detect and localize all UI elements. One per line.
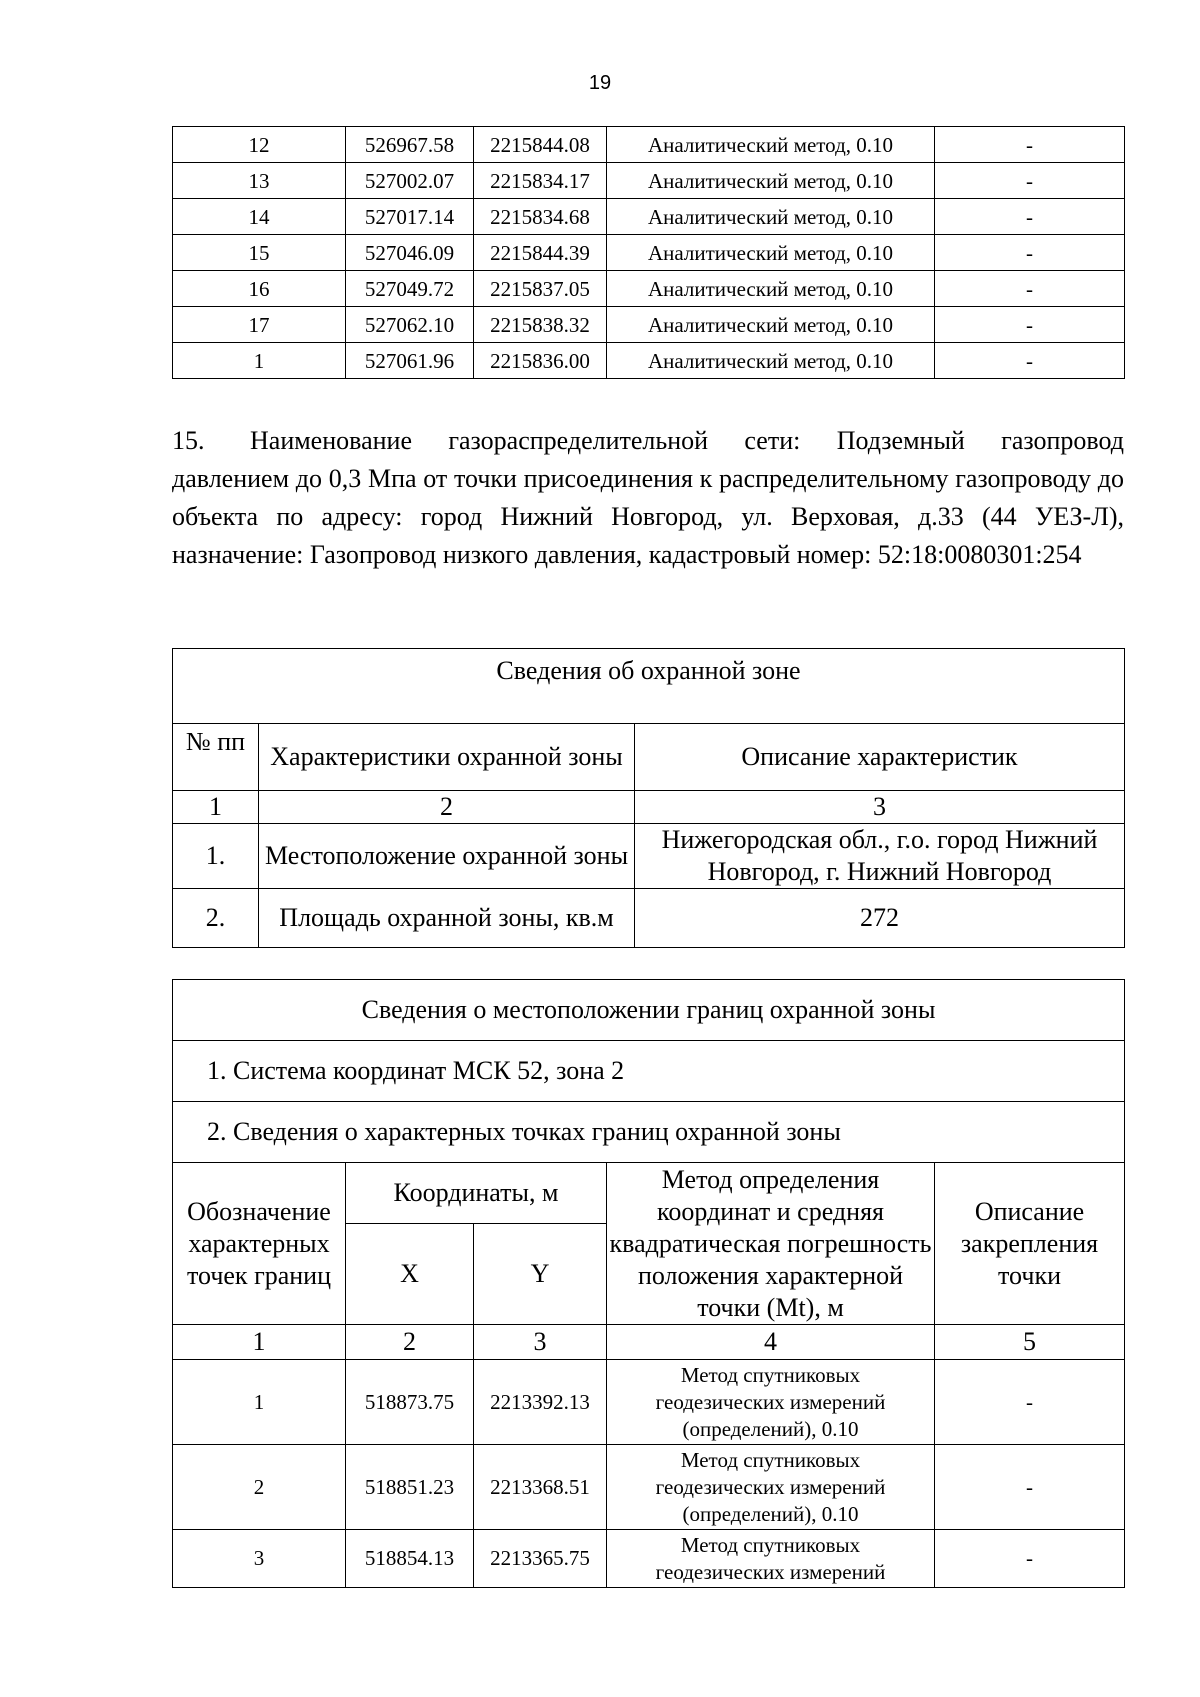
x-coordinate: 526967.58 [346, 127, 474, 163]
index-cell: 5 [935, 1325, 1125, 1360]
method: Метод спутниковых геодезических измерений (определений), 0.10 [607, 1360, 935, 1445]
method: Метод спутниковых геодезических измерений [607, 1530, 935, 1588]
row-number: 2. [173, 889, 259, 948]
x-coordinate: 518873.75 [346, 1360, 474, 1445]
section-paragraph [172, 422, 1124, 574]
method: Аналитический метод, 0.10 [607, 271, 935, 307]
index-cell: 2 [259, 791, 635, 824]
protection-zone-table [172, 648, 1125, 948]
header-description: Описание характеристик [635, 724, 1125, 791]
x-coordinate: 527061.96 [346, 343, 474, 379]
y-coordinate: 2215834.17 [474, 163, 607, 199]
y-coordinate: 2215838.32 [474, 307, 607, 343]
method: Аналитический метод, 0.10 [607, 343, 935, 379]
x-coordinate: 527002.07 [346, 163, 474, 199]
fixing-description: - [935, 271, 1125, 307]
table-header-row [173, 1163, 1125, 1224]
table-row [173, 127, 1125, 163]
table-title: Сведения о местоположении границ охранной зоны [173, 980, 1125, 1041]
fixing-description: - [935, 163, 1125, 199]
fixing-description: - [935, 199, 1125, 235]
y-coordinate: 2215844.08 [474, 127, 607, 163]
coordinate-system: 1. Система координат МСК 52, зона 2 [173, 1041, 1125, 1102]
method: Метод спутниковых геодезических измерений (определений), 0.10 [607, 1445, 935, 1530]
table-row [173, 235, 1125, 271]
point-id: 15 [173, 235, 346, 271]
table-row [173, 1530, 1125, 1588]
table-index-row [173, 1325, 1125, 1360]
fixing-description: - [935, 1530, 1125, 1588]
table-row [173, 271, 1125, 307]
y-coordinate: 2213368.51 [474, 1445, 607, 1530]
point-id: 17 [173, 307, 346, 343]
characteristic: Площадь охранной зоны, кв.м [259, 889, 635, 948]
table-index-row [173, 791, 1125, 824]
header-characteristics: Характеристики охранной зоны [259, 724, 635, 791]
fixing-description: - [935, 343, 1125, 379]
characteristic: Местоположение охранной зоны [259, 824, 635, 889]
table-row [173, 343, 1125, 379]
table-row [173, 824, 1125, 889]
table-header-row [173, 724, 1125, 791]
page-number: 19 [588, 72, 612, 94]
table-row [173, 1360, 1125, 1445]
y-coordinate: 2215844.39 [474, 235, 607, 271]
point-id: 12 [173, 127, 346, 163]
table-row [173, 163, 1125, 199]
header-designation: Обозначение характерных точек границ [173, 1163, 346, 1325]
points-heading: 2. Сведения о характерных точках границ охранной зоны [173, 1102, 1125, 1163]
index-cell: 3 [474, 1325, 607, 1360]
boundary-location-table [172, 979, 1125, 1588]
coordinate-system-row [173, 1041, 1125, 1102]
index-cell: 4 [607, 1325, 935, 1360]
fixing-description: - [935, 1360, 1125, 1445]
y-coordinate: 2213365.75 [474, 1530, 607, 1588]
table-row [173, 307, 1125, 343]
point-id: 3 [173, 1530, 346, 1588]
header-number: № пп [173, 724, 259, 791]
y-coordinate: 2215834.68 [474, 199, 607, 235]
point-id: 2 [173, 1445, 346, 1530]
section-text: Наименование газораспределительной сети: Подземный газопровод давлением до 0,3 Мпа от точки присоединения к распределительному газопроводу до объекта по адресу: город Нижний Новгород, ул. Верховая, д.33 (44 УЕЗ-Л), назначение: Газопровод низкого давления, кадастровый номер: 52:18:0080301:254 [172, 426, 1124, 569]
table-row [173, 889, 1125, 948]
x-coordinate: 527049.72 [346, 271, 474, 307]
point-id: 16 [173, 271, 346, 307]
coordinates-table [172, 126, 1125, 379]
y-coordinate: 2215836.00 [474, 343, 607, 379]
table-title: Сведения об охранной зоне [173, 649, 1125, 724]
x-coordinate: 527046.09 [346, 235, 474, 271]
table-row [173, 199, 1125, 235]
point-id: 13 [173, 163, 346, 199]
header-fixing: Описание закрепления точки [935, 1163, 1125, 1325]
points-heading-row [173, 1102, 1125, 1163]
point-id: 1 [173, 343, 346, 379]
table-row [173, 1445, 1125, 1530]
method: Аналитический метод, 0.10 [607, 307, 935, 343]
fixing-description: - [935, 1445, 1125, 1530]
description: Нижегородская обл., г.о. город Нижний Новгород, г. Нижний Новгород [635, 824, 1125, 889]
method: Аналитический метод, 0.10 [607, 235, 935, 271]
table-title-row [173, 980, 1125, 1041]
index-cell: 3 [635, 791, 1125, 824]
header-x: X [346, 1224, 474, 1325]
x-coordinate: 518854.13 [346, 1530, 474, 1588]
point-id: 14 [173, 199, 346, 235]
header-method: Метод определения координат и средняя квадратическая погрешность положения характерной точки (Mt), м [607, 1163, 935, 1325]
method: Аналитический метод, 0.10 [607, 199, 935, 235]
table-title-row [173, 649, 1125, 724]
header-y: Y [474, 1224, 607, 1325]
fixing-description: - [935, 127, 1125, 163]
x-coordinate: 527062.10 [346, 307, 474, 343]
index-cell: 2 [346, 1325, 474, 1360]
index-cell: 1 [173, 1325, 346, 1360]
y-coordinate: 2213392.13 [474, 1360, 607, 1445]
section-number: 15. [172, 426, 205, 455]
x-coordinate: 527017.14 [346, 199, 474, 235]
x-coordinate: 518851.23 [346, 1445, 474, 1530]
fixing-description: - [935, 307, 1125, 343]
row-number: 1. [173, 824, 259, 889]
fixing-description: - [935, 235, 1125, 271]
y-coordinate: 2215837.05 [474, 271, 607, 307]
header-coordinates: Координаты, м [346, 1163, 607, 1224]
method: Аналитический метод, 0.10 [607, 127, 935, 163]
method: Аналитический метод, 0.10 [607, 163, 935, 199]
point-id: 1 [173, 1360, 346, 1445]
index-cell: 1 [173, 791, 259, 824]
description: 272 [635, 889, 1125, 948]
